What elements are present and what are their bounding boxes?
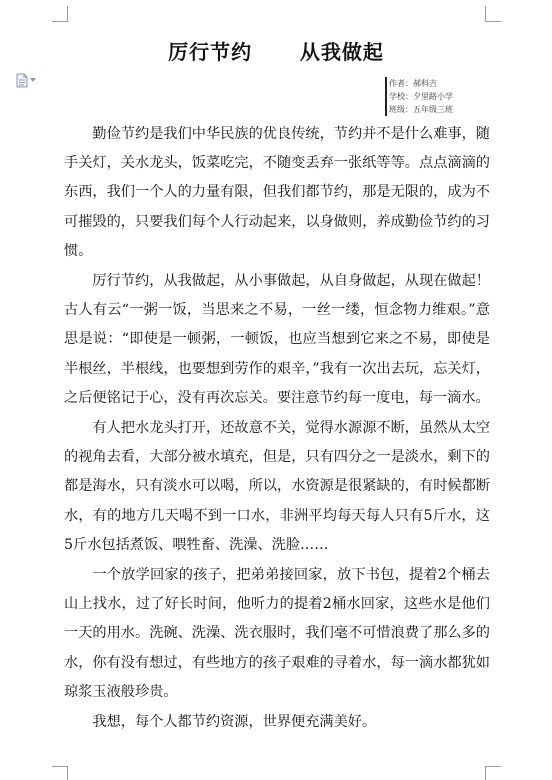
crop-mark-top-right [485, 6, 486, 22]
document-title: 厉行节约 从我做起 [168, 40, 384, 64]
document-icon [16, 73, 28, 88]
paragraph: 勤俭节约是我们中华民族的优良传统，节约并不是什么难事，随手关灯，关水龙头，饭菜吃完，不随变丢弃一张纸等等。点点滴滴的东西，我们一个人的力量有限，但我们都节约，那是无限的，成为不可摧毁的，只要我们每个人行动起来，以身做则，养成勤俭节约的习惯。 [64, 126, 490, 259]
crop-mark-top-left [67, 6, 68, 22]
crop-mark-top-left [52, 21, 68, 22]
paragraph: 一个放学回家的孩子，把弟弟接回家，放下书包，提着2个桶去山上找水，过了好长时间，他听力的提着2桶水回家，这些水是他们一天的用水。洗碗、洗澡、洗衣服时，我们毫不可惜浪费了那么多的水，你有没有想过，有些地方的孩子艰难的寻着水，每一滴水都犹如琼浆玉液般珍贵。 [64, 567, 490, 700]
crop-mark-bottom-right [485, 766, 501, 767]
class-line: 班级：五年级三班 [389, 105, 453, 114]
paragraph-options-button[interactable] [16, 72, 42, 88]
author-info [385, 77, 453, 116]
paragraph: 我想，每个人都节约资源，世界便充满美好。 [92, 714, 377, 731]
chevron-down-icon [30, 78, 36, 82]
crop-mark-bottom-right [485, 766, 486, 780]
document-body [64, 120, 490, 738]
school-line: 学校：夕里路小学 [389, 92, 453, 101]
crop-mark-top-right [485, 21, 501, 22]
crop-mark-bottom-left [52, 766, 68, 767]
paragraph: 厉行节约，从我做起，从小事做起，从自身做起，从现在做起！古人有云“一粥一饭，当思来之不易，一丝一缕，恒念物力维艰。”意思是说：“即使是一顿粥，一顿饭，也应当想到它来之不易，即使是半根丝，半根线，也要想到劳作的艰辛，”我有一次出去玩，忘关灯，之后便铭记于心，没有再次忘关。要注意节约每一度电，每一滴水。 [64, 273, 490, 406]
crop-mark-bottom-left [67, 766, 68, 780]
paragraph: 有人把水龙头打开，还故意不关，觉得水源源不断，虽然从太空的视角去看，大部分被水填充，但是，只有四分之一是淡水，剩下的都是海水，只有淡水可以喝，所以，水资源是很紧缺的，有时候都断水，有的地方几天喝不到一口水，非洲平均每天每人只有5斤水，这5斤水包括煮饭、喂牲畜、洗澡、洗脸…… [64, 420, 490, 553]
author-line: 作者：郝科吉 [389, 79, 437, 88]
